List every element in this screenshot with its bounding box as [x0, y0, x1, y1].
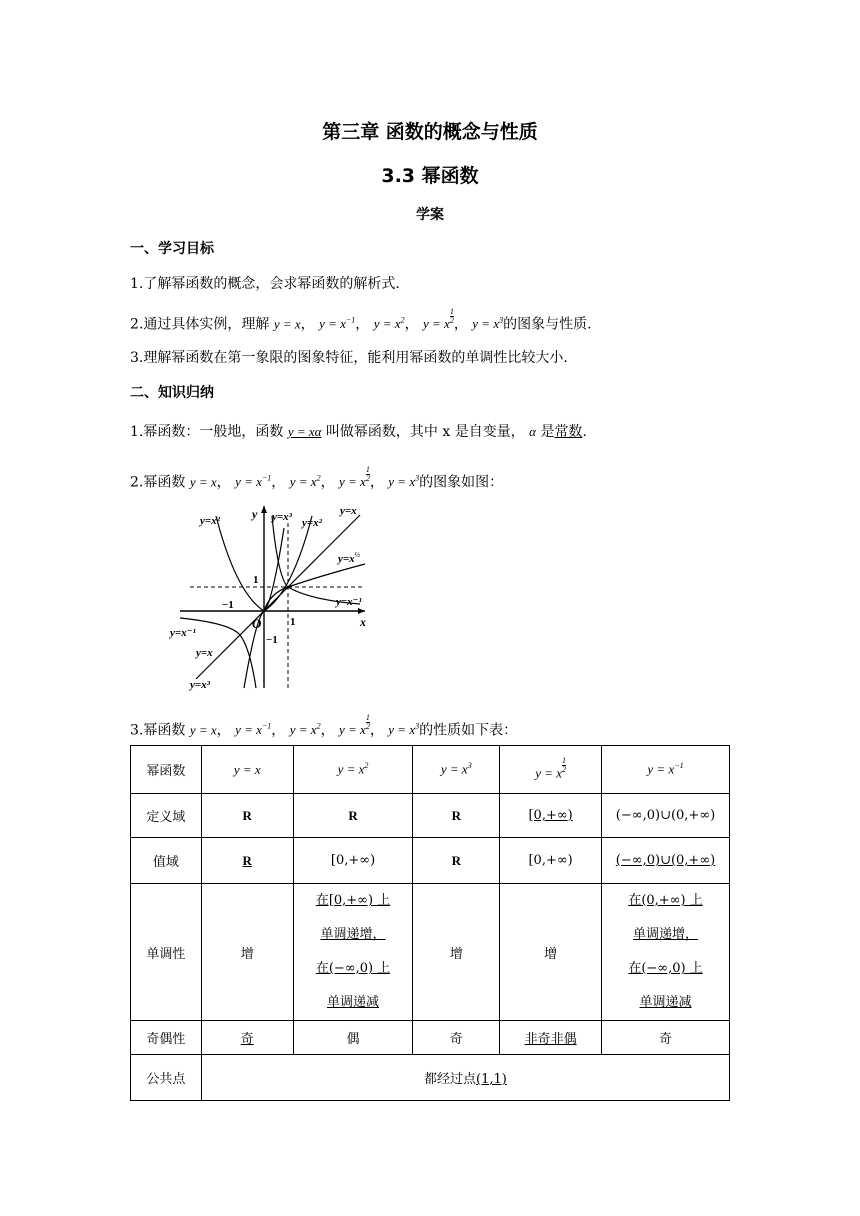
table-row	[131, 794, 730, 838]
table-intro-line: 3.幂函数 y = x， $y = x^{-1}$， $y = x^2$， y = x $\frac{1}{2}$ ， $y = x^3$的性质如下表：	[130, 713, 518, 739]
range-cell: R	[413, 838, 500, 884]
domain-cell: R	[413, 794, 500, 838]
doc-type-label: 学案	[416, 207, 444, 223]
range-cell: [0,+∞)	[500, 838, 602, 884]
table-row	[131, 1055, 730, 1101]
header-y-x3: $y = x^3$	[413, 746, 500, 794]
header-y-x: y = x	[201, 746, 293, 794]
mono-cell: 增	[413, 884, 500, 1021]
goal-item-1: 1.了解幂函数的概念，会求幂函数的解析式.	[130, 276, 400, 292]
parity-cell: 奇	[602, 1021, 730, 1055]
label-y-one: 1	[253, 574, 259, 586]
func-y-x-3: $y = x^3$	[472, 316, 504, 332]
common-point-value: (1,1)	[476, 1072, 507, 1087]
row-label-monotonicity: 单调性	[131, 884, 202, 1021]
table-row	[131, 884, 730, 1021]
goal-item-2: 2.通过具体实例，理解 y = x， $y = x^{-1}$， $y = x^2$， y = x $\frac{1}{2}$ ， $y = x^3$的图象与性质.	[130, 307, 592, 333]
goals-heading: 一、学习目标	[130, 241, 214, 257]
parity-cell: 奇	[201, 1021, 293, 1055]
parity-cell: 偶	[293, 1021, 413, 1055]
label-x-bottom: y=x	[196, 647, 213, 659]
label-x2-left: y=x²	[200, 515, 220, 527]
range-cell: [0,+∞)	[293, 838, 413, 884]
knowledge-heading: 二、知识归纳	[130, 385, 214, 401]
mono-cell: 增	[201, 884, 293, 1021]
func-y-x-2: $y = x^2$	[373, 316, 405, 332]
table-row	[131, 838, 730, 884]
label-x-neg-one: −1	[222, 599, 234, 611]
func-y-x-inv: $y = x^{-1}$	[319, 316, 356, 332]
x-axis-arrow	[358, 608, 365, 614]
definition-line: 1.幂函数：一般地，函数 y = xα 叫做幂函数，其中 x 是自变量， α 是常数.	[130, 424, 587, 440]
mono-cell-x2: 在[0,+∞) 上 单调递增， 在(−∞,0) 上 单调递减	[293, 884, 413, 1021]
mono-cell-inv: 在(0,+∞) 上 单调递增， 在(−∞,0) 上 单调递减	[602, 884, 730, 1021]
row-label-parity: 奇偶性	[131, 1021, 202, 1055]
parity-cell: 奇	[413, 1021, 500, 1055]
parity-cell: 非奇非偶	[500, 1021, 602, 1055]
chapter-title: 第三章 函数的概念与性质	[322, 121, 538, 143]
section-title: 3.3 幂函数	[381, 165, 479, 187]
label-inv-left: y=x⁻¹	[170, 627, 196, 639]
label-x-axis: x	[360, 615, 366, 629]
definition-formula: y = xα	[287, 424, 322, 439]
y-axis-arrow	[261, 506, 267, 513]
domain-cell: R	[201, 794, 293, 838]
domain-cell: R	[293, 794, 413, 838]
goal-item-3: 3.理解幂函数在第一象限的图象特征，能利用幂函数的单调性比较大小.	[130, 350, 568, 366]
domain-cell: [0,+∞)	[500, 794, 602, 838]
properties-table	[130, 745, 730, 1101]
header-y-x2: $y = x^2$	[293, 746, 413, 794]
mono-cell: 增	[500, 884, 602, 1021]
range-cell: (−∞,0)∪(0,+∞)	[602, 838, 730, 884]
func-y-x: y = x	[273, 316, 301, 332]
label-origin: O	[252, 616, 262, 631]
power-function-graph	[160, 498, 375, 693]
label-inv-right: y=x⁻¹	[336, 596, 362, 608]
domain-cell: (−∞,0)∪(0,+∞)	[602, 794, 730, 838]
goal-item-2-prefix: 2.通过具体实例，理解	[130, 316, 270, 333]
definition-constant: 常数	[554, 424, 583, 440]
header-y-inv: $y = x^{-1}$	[602, 746, 730, 794]
label-x-one: 1	[290, 616, 296, 628]
graph-intro-line: 2.幂函数 y = x， $y = x^{-1}$， $y = x^2$， y = x $\frac{1}{2}$ ， $y = x^3$的图象如图：	[130, 465, 504, 491]
range-cell: R	[201, 838, 293, 884]
table-row	[131, 1021, 730, 1055]
common-point-cell: 都经过点(1,1)	[201, 1055, 729, 1101]
table-row	[131, 746, 730, 794]
label-y-neg-one: −1	[266, 634, 278, 646]
func-y-x-half: y = x $\frac{1}{2}$	[423, 307, 454, 332]
row-label-common-point: 公共点	[131, 1055, 202, 1101]
label-x3-top: y=x³	[272, 511, 292, 523]
label-y-axis: y	[252, 507, 258, 521]
label-x-top: y=x	[340, 505, 357, 517]
label-x3-bottom: y=x³	[190, 679, 210, 691]
label-sqrt: $y=x^{\frac{1}{2}}$	[338, 551, 360, 565]
header-y-sqrt: y = x $\frac{1}{2}$	[500, 746, 602, 794]
label-x2-right: y=x²	[302, 517, 322, 529]
row-label-function: 幂函数	[131, 746, 202, 794]
row-label-domain: 定义域	[131, 794, 202, 838]
row-label-range: 值域	[131, 838, 202, 884]
